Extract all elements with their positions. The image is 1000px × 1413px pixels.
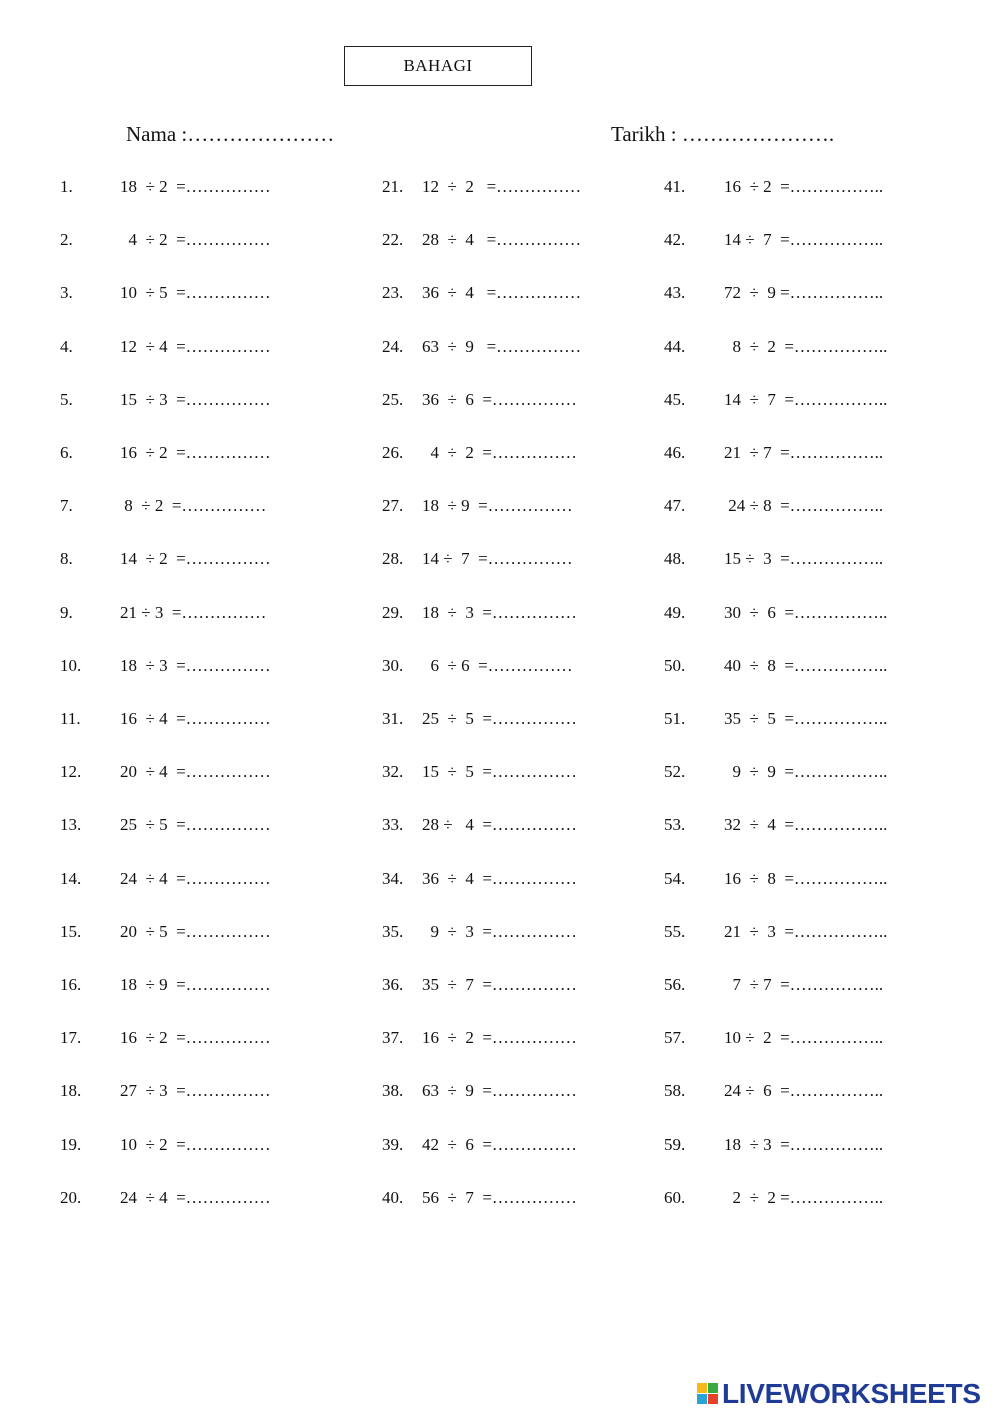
question-answer-blank[interactable]: 9 ÷ 3 =…………… — [422, 921, 577, 941]
question-number: 34. — [382, 868, 404, 888]
question-answer-blank[interactable]: 16 ÷ 2 =…………… — [120, 1028, 271, 1048]
question-answer-blank[interactable]: 27 ÷ 3 =…………… — [120, 1081, 271, 1101]
question-number: 25. — [382, 389, 404, 409]
question-answer-blank[interactable]: 18 ÷ 9 =…………… — [422, 496, 573, 516]
question-answer-blank[interactable]: 24 ÷ 4 =…………… — [120, 1187, 271, 1207]
question-item — [0, 1188, 1000, 1208]
question-item — [0, 709, 1000, 729]
question-number: 32. — [382, 762, 404, 782]
question-answer-blank[interactable]: 4 ÷ 2 =…………… — [120, 230, 271, 250]
question-number: 17. — [60, 1028, 82, 1048]
question-number: 22. — [382, 230, 404, 250]
question-answer-blank[interactable]: 18 ÷ 3 =…………….. — [724, 1134, 884, 1154]
question-number: 46. — [664, 443, 686, 462]
question-answer-blank[interactable]: 28 ÷ 4 =…………… — [422, 815, 577, 835]
question-number: 26. — [382, 443, 404, 462]
question-number: 3. — [60, 283, 73, 303]
question-answer-blank[interactable]: 6 ÷ 6 =…………… — [422, 655, 573, 675]
question-number: 39. — [382, 1134, 404, 1154]
question-item — [0, 1028, 1000, 1048]
question-answer-blank[interactable]: 35 ÷ 7 =…………… — [422, 975, 577, 994]
date-field[interactable]: Tarikh : …………………. — [611, 122, 835, 146]
question-item — [0, 1135, 1000, 1155]
question-number: 56. — [664, 975, 686, 994]
question-answer-blank[interactable]: 18 ÷ 3 =…………… — [422, 602, 577, 622]
question-item — [0, 815, 1000, 835]
question-number: 14. — [60, 868, 82, 888]
question-number: 8. — [60, 549, 73, 569]
question-item — [0, 177, 1000, 197]
question-answer-blank[interactable]: 2 ÷ 2 =…………….. — [724, 1187, 884, 1207]
question-answer-blank[interactable]: 4 ÷ 2 =…………… — [422, 443, 577, 462]
question-number: 41. — [664, 177, 686, 196]
question-number: 10. — [60, 655, 82, 675]
question-answer-blank[interactable]: 14 ÷ 2 =…………… — [120, 549, 271, 569]
question-item — [0, 390, 1000, 410]
question-item — [0, 549, 1000, 569]
question-answer-blank[interactable]: 30 ÷ 6 =…………….. — [724, 602, 888, 622]
question-answer-blank[interactable]: 35 ÷ 5 =…………….. — [724, 709, 888, 728]
question-answer-blank[interactable]: 63 ÷ 9 =…………… — [422, 336, 582, 356]
question-answer-blank[interactable]: 56 ÷ 7 =…………… — [422, 1187, 577, 1207]
worksheet-title: BAHAGI — [344, 46, 532, 86]
logo-text: LIVEWORKSHEETS — [722, 1378, 981, 1409]
question-number: 12. — [60, 762, 82, 782]
name-field[interactable]: Nama :………………… — [126, 122, 335, 146]
question-answer-blank[interactable]: 15 ÷ 3 =…………….. — [724, 549, 884, 569]
question-answer-blank[interactable]: 16 ÷ 2 =…………… — [120, 443, 271, 462]
question-answer-blank[interactable]: 42 ÷ 6 =…………… — [422, 1134, 577, 1154]
question-number: 35. — [382, 921, 404, 941]
question-answer-blank[interactable]: 18 ÷ 9 =…………… — [120, 975, 271, 994]
question-number: 48. — [664, 549, 686, 569]
question-answer-blank[interactable]: 12 ÷ 2 =…………… — [422, 177, 582, 196]
question-number: 33. — [382, 815, 404, 835]
question-number: 27. — [382, 496, 404, 516]
question-answer-blank[interactable]: 20 ÷ 5 =…………… — [120, 921, 271, 941]
question-number: 2. — [60, 230, 73, 250]
question-number: 31. — [382, 709, 404, 728]
question-answer-blank[interactable]: 36 ÷ 4 =…………… — [422, 283, 582, 303]
question-item — [0, 443, 1000, 463]
question-number: 20. — [60, 1187, 82, 1207]
question-answer-blank[interactable]: 8 ÷ 2 =…………….. — [724, 336, 888, 356]
question-number: 59. — [664, 1134, 686, 1154]
question-answer-blank[interactable]: 36 ÷ 4 =…………… — [422, 868, 577, 888]
question-answer-blank[interactable]: 24 ÷ 6 =…………….. — [724, 1081, 884, 1101]
question-number: 42. — [664, 230, 686, 250]
question-answer-blank[interactable]: 10 ÷ 2 =…………….. — [724, 1028, 884, 1048]
question-number: 24. — [382, 336, 404, 356]
question-answer-blank[interactable]: 24 ÷ 8 =…………….. — [724, 496, 884, 516]
question-number: 19. — [60, 1134, 82, 1154]
liveworksheets-logo — [697, 1379, 981, 1409]
question-number: 51. — [664, 709, 686, 728]
question-answer-blank[interactable]: 16 ÷ 2 =…………… — [422, 1028, 577, 1048]
question-number: 13. — [60, 815, 82, 835]
question-answer-blank[interactable]: 9 ÷ 9 =…………….. — [724, 762, 888, 782]
question-number: 40. — [382, 1187, 404, 1207]
question-number: 44. — [664, 336, 686, 356]
question-answer-blank[interactable]: 15 ÷ 3 =…………… — [120, 389, 271, 409]
question-answer-blank[interactable]: 16 ÷ 2 =…………….. — [724, 177, 884, 196]
question-item — [0, 656, 1000, 676]
question-answer-blank[interactable]: 36 ÷ 6 =…………… — [422, 389, 577, 409]
question-answer-blank[interactable]: 63 ÷ 9 =…………… — [422, 1081, 577, 1101]
logo-mark-icon — [697, 1383, 719, 1405]
question-item — [0, 922, 1000, 942]
question-number: 38. — [382, 1081, 404, 1101]
question-number: 4. — [60, 336, 73, 356]
question-number: 11. — [60, 709, 81, 728]
question-answer-blank[interactable]: 18 ÷ 2 =…………… — [120, 177, 271, 196]
question-item — [0, 496, 1000, 516]
question-answer-blank[interactable]: 18 ÷ 3 =…………… — [120, 655, 271, 675]
question-number: 36. — [382, 975, 404, 994]
question-number: 30. — [382, 655, 404, 675]
question-answer-blank[interactable]: 10 ÷ 5 =…………… — [120, 283, 271, 303]
question-item — [0, 975, 1000, 995]
question-number: 47. — [664, 496, 686, 516]
question-item — [0, 762, 1000, 782]
question-answer-blank[interactable]: 72 ÷ 9 =…………….. — [724, 283, 884, 303]
question-number: 58. — [664, 1081, 686, 1101]
question-answer-blank[interactable]: 15 ÷ 5 =…………… — [422, 762, 577, 782]
question-number: 50. — [664, 655, 686, 675]
question-answer-blank[interactable]: 32 ÷ 4 =…………….. — [724, 815, 888, 835]
question-answer-blank[interactable]: 16 ÷ 8 =…………….. — [724, 868, 888, 888]
question-number: 53. — [664, 815, 686, 835]
question-answer-blank[interactable]: 14 ÷ 7 =…………….. — [724, 389, 888, 409]
question-item — [0, 230, 1000, 250]
question-item — [0, 869, 1000, 889]
question-number: 21. — [382, 177, 404, 196]
question-answer-blank[interactable]: 12 ÷ 4 =…………… — [120, 336, 271, 356]
question-number: 28. — [382, 549, 404, 569]
question-number: 37. — [382, 1028, 404, 1048]
question-number: 60. — [664, 1187, 686, 1207]
question-number: 7. — [60, 496, 73, 516]
question-item — [0, 603, 1000, 623]
question-number: 16. — [60, 975, 82, 994]
question-number: 5. — [60, 389, 73, 409]
question-answer-blank[interactable]: 21 ÷ 7 =…………….. — [724, 443, 884, 462]
question-answer-blank[interactable]: 20 ÷ 4 =…………… — [120, 762, 271, 782]
question-answer-blank[interactable]: 16 ÷ 4 =…………… — [120, 709, 271, 728]
question-answer-blank[interactable]: 25 ÷ 5 =…………… — [422, 709, 577, 728]
question-number: 29. — [382, 602, 404, 622]
question-answer-blank[interactable]: 21 ÷ 3 =…………….. — [724, 921, 888, 941]
question-item — [0, 1081, 1000, 1101]
question-number: 15. — [60, 921, 82, 941]
question-answer-blank[interactable]: 21 ÷ 3 =…………… — [120, 602, 267, 622]
question-number: 49. — [664, 602, 686, 622]
question-answer-blank[interactable]: 14 ÷ 7 =…………… — [422, 549, 573, 569]
question-number: 45. — [664, 389, 686, 409]
question-number: 43. — [664, 283, 686, 303]
question-item — [0, 337, 1000, 357]
question-answer-blank[interactable]: 24 ÷ 4 =…………… — [120, 868, 271, 888]
question-answer-blank[interactable]: 25 ÷ 5 =…………… — [120, 815, 271, 835]
question-answer-blank[interactable]: 10 ÷ 2 =…………… — [120, 1134, 271, 1154]
question-number: 55. — [664, 921, 686, 941]
question-answer-blank[interactable]: 7 ÷ 7 =…………….. — [724, 975, 884, 994]
question-number: 18. — [60, 1081, 82, 1101]
question-number: 9. — [60, 602, 73, 622]
question-number: 57. — [664, 1028, 686, 1048]
question-item — [0, 283, 1000, 303]
question-answer-blank[interactable]: 8 ÷ 2 =…………… — [120, 496, 267, 516]
question-answer-blank[interactable]: 28 ÷ 4 =…………… — [422, 230, 582, 250]
question-number: 23. — [382, 283, 404, 303]
question-number: 52. — [664, 762, 686, 782]
question-number: 1. — [60, 177, 73, 196]
question-number: 54. — [664, 868, 686, 888]
question-answer-blank[interactable]: 40 ÷ 8 =…………….. — [724, 655, 888, 675]
question-answer-blank[interactable]: 14 ÷ 7 =…………….. — [724, 230, 884, 250]
question-number: 6. — [60, 443, 73, 462]
